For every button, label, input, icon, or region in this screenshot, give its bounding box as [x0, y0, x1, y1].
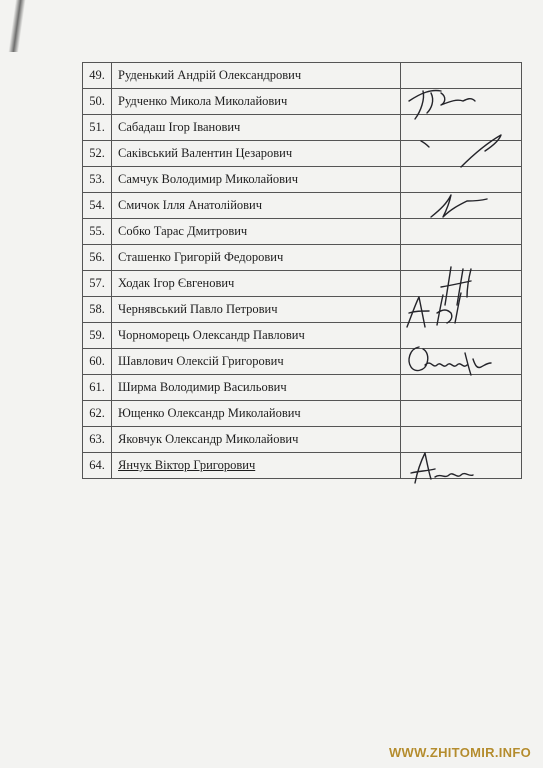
deputy-name: Саківський Валентин Цезарович	[112, 141, 401, 167]
deputy-name: Яковчук Олександр Миколайович	[112, 427, 401, 453]
row-number: 57.	[83, 271, 112, 297]
row-number: 61.	[83, 375, 112, 401]
table-row	[83, 453, 522, 479]
signature-cell	[401, 401, 522, 427]
deputy-name: Самчук Володимир Миколайович	[112, 167, 401, 193]
deputy-name: Руденький Андрій Олександрович	[112, 63, 401, 89]
deputy-name: Ходак Ігор Євгенович	[112, 271, 401, 297]
signature-cell	[401, 427, 522, 453]
deputy-name: Шавлович Олексій Григорович	[112, 349, 401, 375]
deputy-name: Чернявський Павло Петрович	[112, 297, 401, 323]
signature-cell	[401, 115, 522, 141]
table-row	[83, 297, 522, 323]
row-number: 52.	[83, 141, 112, 167]
signature-cell	[401, 323, 522, 349]
deputy-name: Ширма Володимир Васильович	[112, 375, 401, 401]
signature-cell	[401, 89, 522, 115]
table-row	[83, 271, 522, 297]
table-row	[83, 323, 522, 349]
deputy-name	[112, 453, 401, 479]
row-number: 62.	[83, 401, 112, 427]
table-row	[83, 193, 522, 219]
scan-mark	[8, 0, 25, 52]
table-row	[83, 115, 522, 141]
signature-cell	[401, 141, 522, 167]
signature-cell	[401, 375, 522, 401]
table-row	[83, 63, 522, 89]
deputy-name: Сабадаш Ігор Іванович	[112, 115, 401, 141]
row-number: 64.	[83, 453, 112, 479]
row-number: 60.	[83, 349, 112, 375]
signature-cell	[401, 193, 522, 219]
deputy-name-text: Янчук Віктор Григорович	[118, 458, 256, 472]
signature-cell	[401, 245, 522, 271]
table-row	[83, 219, 522, 245]
row-number: 59.	[83, 323, 112, 349]
signature-cell	[401, 63, 522, 89]
table-row	[83, 401, 522, 427]
deputy-name: Собко Тарас Дмитрович	[112, 219, 401, 245]
deputy-name: Смичок Ілля Анатолійович	[112, 193, 401, 219]
deputy-name: Чорноморець Олександр Павлович	[112, 323, 401, 349]
row-number: 50.	[83, 89, 112, 115]
deputy-name: Рудченко Микола Миколайович	[112, 89, 401, 115]
row-number: 49.	[83, 63, 112, 89]
watermark-text: WWW.ZHITOMIR.INFO	[388, 745, 531, 760]
signature-table	[82, 62, 522, 479]
row-number: 63.	[83, 427, 112, 453]
signature-cell	[401, 167, 522, 193]
row-number: 54.	[83, 193, 112, 219]
table-row	[83, 141, 522, 167]
deputy-name: Сташенко Григорій Федорович	[112, 245, 401, 271]
signature-cell	[401, 219, 522, 245]
signature-cell	[401, 349, 522, 375]
signature-cell	[401, 453, 522, 479]
deputy-name: Ющенко Олександр Миколайович	[112, 401, 401, 427]
signature-table-body	[83, 63, 522, 479]
row-number: 55.	[83, 219, 112, 245]
table-row	[83, 427, 522, 453]
table-row	[83, 167, 522, 193]
signature-cell	[401, 271, 522, 297]
row-number: 51.	[83, 115, 112, 141]
row-number: 53.	[83, 167, 112, 193]
table-row	[83, 245, 522, 271]
table-row	[83, 349, 522, 375]
table-row	[83, 89, 522, 115]
row-number: 56.	[83, 245, 112, 271]
table-row	[83, 375, 522, 401]
signature-cell	[401, 297, 522, 323]
row-number: 58.	[83, 297, 112, 323]
